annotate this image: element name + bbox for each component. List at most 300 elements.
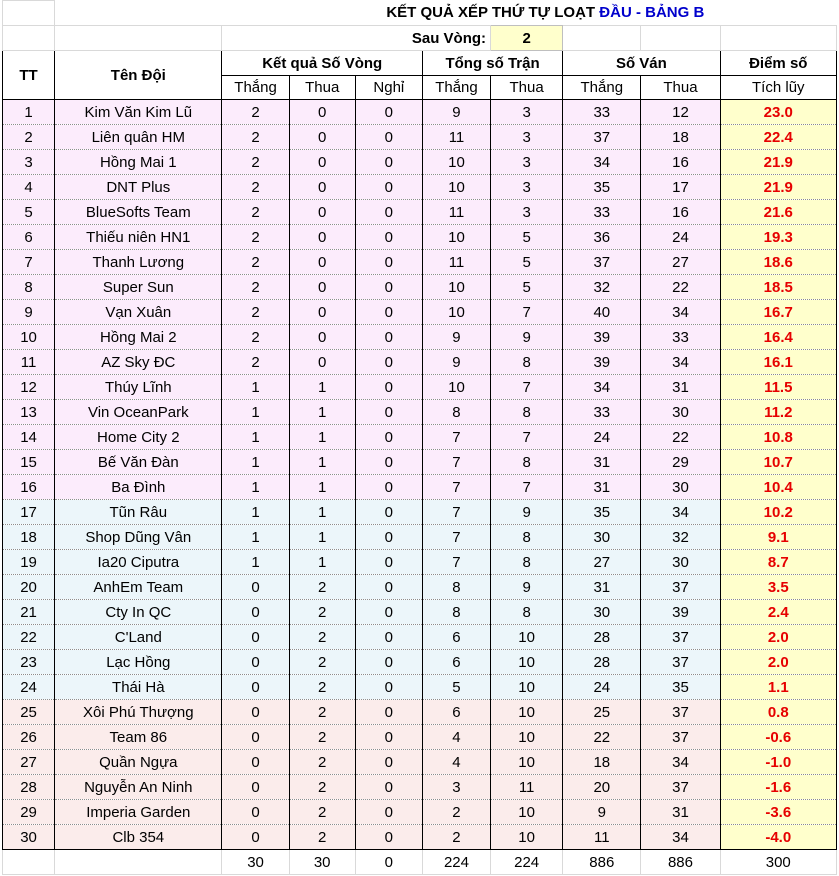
cell-tt[interactable]: 12: [3, 375, 55, 400]
cell-matches-loss[interactable]: 9: [491, 325, 563, 350]
cell-rounds-win[interactable]: 0: [222, 800, 289, 825]
cell-games-win[interactable]: 33: [563, 200, 641, 225]
cell-tt[interactable]: 19: [3, 550, 55, 575]
cell-games-win[interactable]: 30: [563, 525, 641, 550]
cell-rounds-bye[interactable]: 0: [355, 525, 422, 550]
cell-points[interactable]: -0.6: [720, 725, 836, 750]
cell-team[interactable]: Shop Dũng Vân: [55, 525, 222, 550]
cell-games-loss[interactable]: 37: [641, 700, 720, 725]
cell-rounds-loss[interactable]: 2: [289, 625, 355, 650]
cell-rounds-bye[interactable]: 0: [355, 325, 422, 350]
cell-tt[interactable]: 18: [3, 525, 55, 550]
cell-team[interactable]: Hồng Mai 2: [55, 325, 222, 350]
cell-rounds-bye[interactable]: 0: [355, 150, 422, 175]
cell-points[interactable]: -3.6: [720, 800, 836, 825]
cell-points[interactable]: 19.3: [720, 225, 836, 250]
cell-matches-loss[interactable]: 10: [491, 750, 563, 775]
cell-games-win[interactable]: 28: [563, 625, 641, 650]
cell-tt[interactable]: 23: [3, 650, 55, 675]
cell-games-win[interactable]: 31: [563, 475, 641, 500]
cell-tt[interactable]: 6: [3, 225, 55, 250]
cell-matches-win[interactable]: 6: [422, 700, 490, 725]
cell-matches-win[interactable]: 10: [422, 175, 490, 200]
cell-matches-loss[interactable]: 10: [491, 650, 563, 675]
cell-rounds-loss[interactable]: 0: [289, 250, 355, 275]
cell-matches-loss[interactable]: 3: [491, 200, 563, 225]
cell-matches-win[interactable]: 7: [422, 550, 490, 575]
cell-rounds-loss[interactable]: 0: [289, 350, 355, 375]
cell-games-win[interactable]: 40: [563, 300, 641, 325]
cell-team[interactable]: Ba Đình: [55, 475, 222, 500]
cell-rounds-win[interactable]: 2: [222, 175, 289, 200]
cell-tt[interactable]: 16: [3, 475, 55, 500]
cell-rounds-win[interactable]: 2: [222, 350, 289, 375]
cell-rounds-bye[interactable]: 0: [355, 775, 422, 800]
cell-rounds-win[interactable]: 2: [222, 150, 289, 175]
cell-games-loss[interactable]: 37: [641, 775, 720, 800]
cell-team[interactable]: Clb 354: [55, 825, 222, 850]
cell-games-loss[interactable]: 34: [641, 300, 720, 325]
cell-tt[interactable]: 21: [3, 600, 55, 625]
cell-points[interactable]: 0.8: [720, 700, 836, 725]
cell-matches-win[interactable]: 2: [422, 800, 490, 825]
cell-points[interactable]: 18.6: [720, 250, 836, 275]
cell-games-win[interactable]: 11: [563, 825, 641, 850]
cell-rounds-loss[interactable]: 2: [289, 775, 355, 800]
cell-games-loss[interactable]: 30: [641, 550, 720, 575]
cell-team[interactable]: Vạn Xuân: [55, 300, 222, 325]
cell-team[interactable]: Nguyễn An Ninh: [55, 775, 222, 800]
cell-rounds-win[interactable]: 0: [222, 625, 289, 650]
cell-matches-win[interactable]: 4: [422, 725, 490, 750]
cell-points[interactable]: 9.1: [720, 525, 836, 550]
cell-games-win[interactable]: 39: [563, 350, 641, 375]
cell-games-win[interactable]: 18: [563, 750, 641, 775]
cell-rounds-loss[interactable]: 0: [289, 325, 355, 350]
cell-points[interactable]: 10.4: [720, 475, 836, 500]
cell-games-win[interactable]: 39: [563, 325, 641, 350]
cell-rounds-bye[interactable]: 0: [355, 300, 422, 325]
cell-matches-loss[interactable]: 5: [491, 275, 563, 300]
cell-rounds-bye[interactable]: 0: [355, 125, 422, 150]
cell-rounds-win[interactable]: 0: [222, 675, 289, 700]
cell-rounds-win[interactable]: 0: [222, 600, 289, 625]
cell-matches-win[interactable]: 7: [422, 475, 490, 500]
cell-matches-loss[interactable]: 8: [491, 400, 563, 425]
cell-games-win[interactable]: 35: [563, 175, 641, 200]
cell-rounds-loss[interactable]: 0: [289, 125, 355, 150]
cell-rounds-loss[interactable]: 1: [289, 475, 355, 500]
cell-rounds-win[interactable]: 1: [222, 500, 289, 525]
cell-rounds-bye[interactable]: 0: [355, 450, 422, 475]
cell-matches-win[interactable]: 5: [422, 675, 490, 700]
cell-rounds-win[interactable]: 1: [222, 425, 289, 450]
cell-tt[interactable]: 1: [3, 100, 55, 125]
cell-games-loss[interactable]: 29: [641, 450, 720, 475]
cell-rounds-loss[interactable]: 2: [289, 725, 355, 750]
cell-matches-loss[interactable]: 7: [491, 300, 563, 325]
cell-games-loss[interactable]: 37: [641, 725, 720, 750]
cell-team[interactable]: AnhEm Team: [55, 575, 222, 600]
cell-games-loss[interactable]: 32: [641, 525, 720, 550]
cell-games-loss[interactable]: 30: [641, 475, 720, 500]
cell-rounds-bye[interactable]: 0: [355, 825, 422, 850]
cell-tt[interactable]: 10: [3, 325, 55, 350]
cell-team[interactable]: Ia20 Ciputra: [55, 550, 222, 575]
cell-games-win[interactable]: 34: [563, 375, 641, 400]
cell-matches-win[interactable]: 7: [422, 450, 490, 475]
cell-tt[interactable]: 5: [3, 200, 55, 225]
cell-games-win[interactable]: 24: [563, 425, 641, 450]
total-games-loss[interactable]: 886: [641, 850, 720, 875]
cell-points[interactable]: 16.7: [720, 300, 836, 325]
cell-matches-win[interactable]: 11: [422, 125, 490, 150]
cell-team[interactable]: Home City 2: [55, 425, 222, 450]
cell-points[interactable]: 1.1: [720, 675, 836, 700]
cell-points[interactable]: 21.6: [720, 200, 836, 225]
cell-matches-loss[interactable]: 7: [491, 375, 563, 400]
cell-tt[interactable]: 24: [3, 675, 55, 700]
cell-points[interactable]: -1.0: [720, 750, 836, 775]
cell-team[interactable]: Imperia Garden: [55, 800, 222, 825]
cell-tt[interactable]: 7: [3, 250, 55, 275]
cell-rounds-bye[interactable]: 0: [355, 250, 422, 275]
cell-rounds-bye[interactable]: 0: [355, 675, 422, 700]
cell-team[interactable]: Hồng Mai 1: [55, 150, 222, 175]
cell-rounds-bye[interactable]: 0: [355, 375, 422, 400]
cell-rounds-loss[interactable]: 0: [289, 150, 355, 175]
cell-matches-loss[interactable]: 9: [491, 500, 563, 525]
cell-rounds-bye[interactable]: 0: [355, 475, 422, 500]
cell-matches-loss[interactable]: 5: [491, 225, 563, 250]
cell-points[interactable]: 8.7: [720, 550, 836, 575]
cell-points[interactable]: 3.5: [720, 575, 836, 600]
cell-tt[interactable]: 8: [3, 275, 55, 300]
cell-team[interactable]: Tũn Râu: [55, 500, 222, 525]
cell-tt[interactable]: 30: [3, 825, 55, 850]
cell-matches-win[interactable]: 10: [422, 300, 490, 325]
cell-rounds-win[interactable]: 0: [222, 750, 289, 775]
cell-matches-win[interactable]: 10: [422, 375, 490, 400]
cell-team[interactable]: Lạc Hồng: [55, 650, 222, 675]
cell-matches-win[interactable]: 10: [422, 150, 490, 175]
cell-games-win[interactable]: 32: [563, 275, 641, 300]
cell-rounds-bye[interactable]: 0: [355, 550, 422, 575]
cell-games-loss[interactable]: 37: [641, 650, 720, 675]
cell-team[interactable]: Vin OceanPark: [55, 400, 222, 425]
cell-matches-loss[interactable]: 5: [491, 250, 563, 275]
total-rounds-bye[interactable]: 0: [355, 850, 422, 875]
cell-rounds-win[interactable]: 2: [222, 225, 289, 250]
cell-games-loss[interactable]: 31: [641, 800, 720, 825]
cell-games-win[interactable]: 9: [563, 800, 641, 825]
cell-matches-win[interactable]: 6: [422, 650, 490, 675]
cell-points[interactable]: 2.0: [720, 625, 836, 650]
cell-matches-win[interactable]: 7: [422, 500, 490, 525]
cell-rounds-loss[interactable]: 2: [289, 600, 355, 625]
cell-matches-loss[interactable]: 11: [491, 775, 563, 800]
cell-points[interactable]: 10.2: [720, 500, 836, 525]
cell-rounds-loss[interactable]: 0: [289, 275, 355, 300]
cell-matches-loss[interactable]: 10: [491, 700, 563, 725]
cell-games-loss[interactable]: 16: [641, 150, 720, 175]
cell-team[interactable]: Cty In QC: [55, 600, 222, 625]
cell-rounds-loss[interactable]: 1: [289, 525, 355, 550]
cell-tt[interactable]: 25: [3, 700, 55, 725]
cell-matches-win[interactable]: 7: [422, 525, 490, 550]
cell-points[interactable]: 16.4: [720, 325, 836, 350]
cell-games-loss[interactable]: 18: [641, 125, 720, 150]
cell-games-loss[interactable]: 31: [641, 375, 720, 400]
cell-team[interactable]: DNT Plus: [55, 175, 222, 200]
cell-rounds-loss[interactable]: 2: [289, 825, 355, 850]
cell-points[interactable]: 21.9: [720, 150, 836, 175]
cell-team[interactable]: Kim Văn Kim Lũ: [55, 100, 222, 125]
cell-points[interactable]: 2.4: [720, 600, 836, 625]
cell-rounds-bye[interactable]: 0: [355, 175, 422, 200]
total-rounds-win[interactable]: 30: [222, 850, 289, 875]
cell-games-loss[interactable]: 35: [641, 675, 720, 700]
total-points[interactable]: 300: [720, 850, 836, 875]
cell-rounds-bye[interactable]: 0: [355, 800, 422, 825]
cell-team[interactable]: BlueSofts Team: [55, 200, 222, 225]
cell-rounds-win[interactable]: 0: [222, 650, 289, 675]
cell-points[interactable]: 23.0: [720, 100, 836, 125]
cell-rounds-bye[interactable]: 0: [355, 575, 422, 600]
cell-games-loss[interactable]: 33: [641, 325, 720, 350]
cell-rounds-win[interactable]: 0: [222, 575, 289, 600]
cell-rounds-bye[interactable]: 0: [355, 400, 422, 425]
cell-rounds-loss[interactable]: 2: [289, 750, 355, 775]
cell-rounds-win[interactable]: 0: [222, 775, 289, 800]
cell-rounds-win[interactable]: 0: [222, 825, 289, 850]
cell-rounds-win[interactable]: 1: [222, 525, 289, 550]
cell-games-win[interactable]: 22: [563, 725, 641, 750]
cell-tt[interactable]: 2: [3, 125, 55, 150]
cell-team[interactable]: Team 86: [55, 725, 222, 750]
cell-team[interactable]: Thanh Lương: [55, 250, 222, 275]
cell-matches-loss[interactable]: 3: [491, 100, 563, 125]
cell-rounds-loss[interactable]: 1: [289, 500, 355, 525]
cell-games-loss[interactable]: 27: [641, 250, 720, 275]
cell-games-win[interactable]: 24: [563, 675, 641, 700]
cell-games-win[interactable]: 35: [563, 500, 641, 525]
cell-matches-loss[interactable]: 10: [491, 675, 563, 700]
cell-team[interactable]: Thúy Lĩnh: [55, 375, 222, 400]
cell-rounds-bye[interactable]: 0: [355, 500, 422, 525]
cell-team[interactable]: Bế Văn Đàn: [55, 450, 222, 475]
cell-matches-win[interactable]: 4: [422, 750, 490, 775]
cell-rounds-win[interactable]: 1: [222, 450, 289, 475]
cell-matches-loss[interactable]: 10: [491, 825, 563, 850]
cell-rounds-win[interactable]: 2: [222, 300, 289, 325]
cell-matches-loss[interactable]: 3: [491, 125, 563, 150]
cell-rounds-bye[interactable]: 0: [355, 425, 422, 450]
cell-rounds-win[interactable]: 1: [222, 375, 289, 400]
cell-games-loss[interactable]: 16: [641, 200, 720, 225]
cell-matches-loss[interactable]: 3: [491, 150, 563, 175]
cell-rounds-win[interactable]: 0: [222, 700, 289, 725]
cell-rounds-loss[interactable]: 1: [289, 400, 355, 425]
cell-games-win[interactable]: 27: [563, 550, 641, 575]
cell-matches-win[interactable]: 8: [422, 575, 490, 600]
cell-games-loss[interactable]: 37: [641, 575, 720, 600]
cell-rounds-loss[interactable]: 0: [289, 300, 355, 325]
round-value-cell[interactable]: 2: [491, 26, 563, 51]
cell-games-win[interactable]: 33: [563, 100, 641, 125]
cell-matches-win[interactable]: 11: [422, 250, 490, 275]
cell-tt[interactable]: 14: [3, 425, 55, 450]
cell-points[interactable]: 22.4: [720, 125, 836, 150]
cell-games-loss[interactable]: 34: [641, 825, 720, 850]
cell-points[interactable]: 10.7: [720, 450, 836, 475]
cell-matches-win[interactable]: 7: [422, 425, 490, 450]
cell-games-win[interactable]: 37: [563, 125, 641, 150]
cell-rounds-bye[interactable]: 0: [355, 650, 422, 675]
cell-tt[interactable]: 26: [3, 725, 55, 750]
cell-matches-win[interactable]: 10: [422, 275, 490, 300]
cell-team[interactable]: C'Land: [55, 625, 222, 650]
cell-games-loss[interactable]: 34: [641, 500, 720, 525]
cell-tt[interactable]: 20: [3, 575, 55, 600]
cell-team[interactable]: Thái Hà: [55, 675, 222, 700]
total-matches-win[interactable]: 224: [422, 850, 490, 875]
cell-games-win[interactable]: 31: [563, 575, 641, 600]
cell-tt[interactable]: 3: [3, 150, 55, 175]
cell-rounds-loss[interactable]: 2: [289, 800, 355, 825]
cell-tt[interactable]: 29: [3, 800, 55, 825]
cell-matches-loss[interactable]: 10: [491, 800, 563, 825]
cell-tt[interactable]: 17: [3, 500, 55, 525]
cell-games-win[interactable]: 33: [563, 400, 641, 425]
cell-team[interactable]: Liên quân HM: [55, 125, 222, 150]
cell-matches-win[interactable]: 9: [422, 325, 490, 350]
cell-rounds-loss[interactable]: 0: [289, 200, 355, 225]
cell-rounds-bye[interactable]: 0: [355, 750, 422, 775]
cell-matches-win[interactable]: 3: [422, 775, 490, 800]
cell-games-loss[interactable]: 12: [641, 100, 720, 125]
cell-rounds-loss[interactable]: 2: [289, 650, 355, 675]
cell-rounds-win[interactable]: 2: [222, 100, 289, 125]
cell-tt[interactable]: 27: [3, 750, 55, 775]
cell-rounds-bye[interactable]: 0: [355, 700, 422, 725]
cell-games-loss[interactable]: 34: [641, 350, 720, 375]
cell-rounds-win[interactable]: 1: [222, 550, 289, 575]
cell-matches-win[interactable]: 8: [422, 400, 490, 425]
cell-points[interactable]: 21.9: [720, 175, 836, 200]
cell-points[interactable]: 10.8: [720, 425, 836, 450]
cell-tt[interactable]: 9: [3, 300, 55, 325]
cell-rounds-loss[interactable]: 0: [289, 100, 355, 125]
cell-tt[interactable]: 28: [3, 775, 55, 800]
cell-games-win[interactable]: 36: [563, 225, 641, 250]
cell-rounds-win[interactable]: 2: [222, 125, 289, 150]
cell-rounds-win[interactable]: 2: [222, 250, 289, 275]
cell-games-win[interactable]: 37: [563, 250, 641, 275]
cell-rounds-win[interactable]: 2: [222, 200, 289, 225]
total-games-win[interactable]: 886: [563, 850, 641, 875]
cell-points[interactable]: 16.1: [720, 350, 836, 375]
cell-rounds-bye[interactable]: 0: [355, 225, 422, 250]
cell-matches-loss[interactable]: 9: [491, 575, 563, 600]
cell-points[interactable]: 11.2: [720, 400, 836, 425]
cell-rounds-win[interactable]: 1: [222, 475, 289, 500]
cell-tt[interactable]: 11: [3, 350, 55, 375]
cell-matches-loss[interactable]: 7: [491, 475, 563, 500]
cell-matches-win[interactable]: 6: [422, 625, 490, 650]
cell-games-win[interactable]: 28: [563, 650, 641, 675]
cell-rounds-loss[interactable]: 0: [289, 175, 355, 200]
cell-tt[interactable]: 22: [3, 625, 55, 650]
cell-games-win[interactable]: 20: [563, 775, 641, 800]
cell-games-loss[interactable]: 22: [641, 275, 720, 300]
cell-games-win[interactable]: 25: [563, 700, 641, 725]
cell-rounds-loss[interactable]: 2: [289, 575, 355, 600]
cell-rounds-bye[interactable]: 0: [355, 725, 422, 750]
cell-rounds-win[interactable]: 0: [222, 725, 289, 750]
cell-tt[interactable]: 13: [3, 400, 55, 425]
cell-games-win[interactable]: 31: [563, 450, 641, 475]
cell-rounds-bye[interactable]: 0: [355, 625, 422, 650]
cell-rounds-bye[interactable]: 0: [355, 350, 422, 375]
cell-rounds-bye[interactable]: 0: [355, 200, 422, 225]
cell-matches-loss[interactable]: 3: [491, 175, 563, 200]
cell-team[interactable]: Xôi Phú Thượng: [55, 700, 222, 725]
cell-points[interactable]: 11.5: [720, 375, 836, 400]
cell-matches-win[interactable]: 8: [422, 600, 490, 625]
cell-rounds-loss[interactable]: 1: [289, 425, 355, 450]
cell-tt[interactable]: 4: [3, 175, 55, 200]
cell-matches-loss[interactable]: 7: [491, 425, 563, 450]
cell-team[interactable]: Super Sun: [55, 275, 222, 300]
cell-team[interactable]: AZ Sky ĐC: [55, 350, 222, 375]
cell-rounds-loss[interactable]: 1: [289, 375, 355, 400]
cell-team[interactable]: Quần Ngựa: [55, 750, 222, 775]
cell-matches-loss[interactable]: 8: [491, 550, 563, 575]
cell-games-loss[interactable]: 37: [641, 625, 720, 650]
cell-games-loss[interactable]: 17: [641, 175, 720, 200]
cell-matches-win[interactable]: 11: [422, 200, 490, 225]
cell-rounds-win[interactable]: 2: [222, 275, 289, 300]
cell-matches-win[interactable]: 10: [422, 225, 490, 250]
cell-points[interactable]: 2.0: [720, 650, 836, 675]
cell-matches-loss[interactable]: 10: [491, 625, 563, 650]
cell-rounds-loss[interactable]: 2: [289, 700, 355, 725]
cell-rounds-bye[interactable]: 0: [355, 100, 422, 125]
cell-matches-loss[interactable]: 10: [491, 725, 563, 750]
cell-matches-loss[interactable]: 8: [491, 450, 563, 475]
cell-matches-win[interactable]: 9: [422, 100, 490, 125]
total-matches-loss[interactable]: 224: [491, 850, 563, 875]
cell-games-win[interactable]: 34: [563, 150, 641, 175]
cell-matches-loss[interactable]: 8: [491, 600, 563, 625]
cell-rounds-bye[interactable]: 0: [355, 275, 422, 300]
cell-games-loss[interactable]: 30: [641, 400, 720, 425]
cell-rounds-loss[interactable]: 1: [289, 550, 355, 575]
cell-rounds-loss[interactable]: 0: [289, 225, 355, 250]
cell-games-loss[interactable]: 39: [641, 600, 720, 625]
cell-rounds-loss[interactable]: 2: [289, 675, 355, 700]
cell-points[interactable]: -1.6: [720, 775, 836, 800]
cell-tt[interactable]: 15: [3, 450, 55, 475]
total-rounds-loss[interactable]: 30: [289, 850, 355, 875]
cell-games-win[interactable]: 30: [563, 600, 641, 625]
cell-points[interactable]: 18.5: [720, 275, 836, 300]
cell-games-loss[interactable]: 22: [641, 425, 720, 450]
cell-matches-win[interactable]: 2: [422, 825, 490, 850]
cell-rounds-loss[interactable]: 1: [289, 450, 355, 475]
cell-games-loss[interactable]: 24: [641, 225, 720, 250]
